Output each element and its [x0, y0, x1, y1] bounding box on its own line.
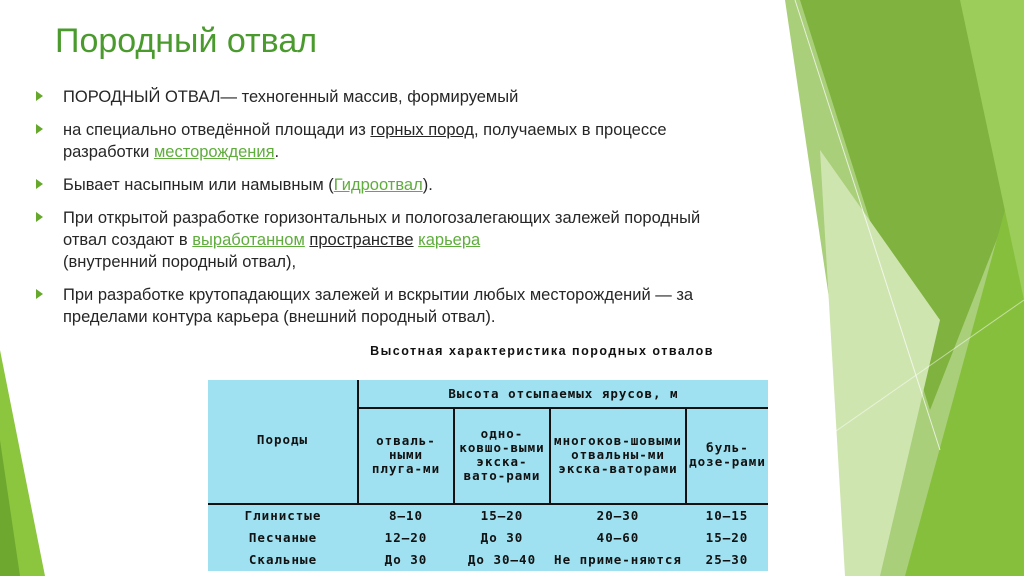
bullet-text: При разработке крутопадающих залежей и вскрытии любых месторождений — за пределами контура карьера (внешний породный отвал). [63, 286, 694, 326]
bullet-arrow-icon [36, 289, 43, 299]
cell-value: 10—15 [705, 508, 749, 524]
cell-value: 8—10 [388, 508, 424, 524]
table-row [208, 549, 768, 571]
cell-value: До 30 [480, 530, 524, 546]
bullet-text: на специально отведённой площади из [63, 121, 371, 139]
bullet-list [36, 86, 726, 339]
bullet-arrow-icon [36, 124, 43, 134]
bullet-arrow-icon [36, 91, 43, 101]
header-col-3: многоков-шовыми отвальны-ми экска-ваторами [550, 408, 686, 500]
height-table-image [208, 380, 768, 571]
header-col-2: одно-ковшо-выми экска-вато-рами [454, 408, 550, 500]
header-group: Высота отсыпаемых ярусов, м [358, 380, 768, 408]
bullet-definition [36, 86, 726, 108]
bullet-text: ). [422, 176, 433, 194]
row-rock: Песчаные [248, 530, 318, 546]
link-hydro-dump[interactable]: Гидроотвал [333, 176, 423, 194]
table-row [208, 504, 768, 527]
header-col-1: отваль-ными плуга-ми [358, 408, 454, 500]
bullet-text: (внутренний породный отвал), [63, 253, 297, 271]
cell-value: 12—20 [384, 530, 428, 546]
cell-value: 15—20 [480, 508, 524, 524]
row-rock: Глинистые [244, 508, 322, 524]
term-label: ПОРОДНЫЙ ОТВАЛ [63, 88, 221, 106]
bullet-type [36, 174, 726, 196]
link-quarry[interactable]: карьера [418, 231, 481, 249]
table-caption: Высотная характеристика породных отвалов [370, 344, 714, 358]
bullet-arrow-icon [36, 212, 43, 222]
link-mined-out[interactable]: выработанном [192, 231, 305, 249]
bullet-arrow-icon [36, 179, 43, 189]
cell-value: До 30 [384, 552, 428, 568]
bullet-text: При открытой разработке горизонтальных и пологозалегающих залежей породный отвал создают в [63, 209, 701, 249]
row-rock: Скальные [248, 552, 318, 568]
bullet-text: , получаемых в процессе разработки [63, 121, 667, 161]
header-rocks: Породы [256, 432, 309, 447]
definition-text: — техногенный массив, формируемый [220, 88, 519, 106]
bullet-area [36, 119, 726, 163]
cell-value: 20—30 [596, 508, 640, 524]
cell-value: До 30—40 [467, 552, 537, 568]
cell-value: 15—20 [705, 530, 749, 546]
height-table [208, 380, 768, 571]
bullet-text: . [274, 143, 280, 161]
table-row [208, 527, 768, 549]
link-rocks[interactable]: горных пород [370, 121, 474, 139]
slide-title: Породный отвал [55, 22, 318, 60]
cell-value: Не приме-няются [554, 552, 682, 568]
link-space[interactable]: пространстве [309, 231, 414, 249]
link-deposit[interactable]: месторождения [153, 143, 275, 161]
bullet-open-mining [36, 207, 726, 273]
bullet-text: Бывает насыпным или намывным ( [63, 176, 334, 194]
header-col-4: буль-дозе-рами [686, 408, 768, 500]
cell-value: 40—60 [596, 530, 640, 546]
bullet-steep [36, 284, 726, 328]
cell-value: 25—30 [705, 552, 749, 568]
